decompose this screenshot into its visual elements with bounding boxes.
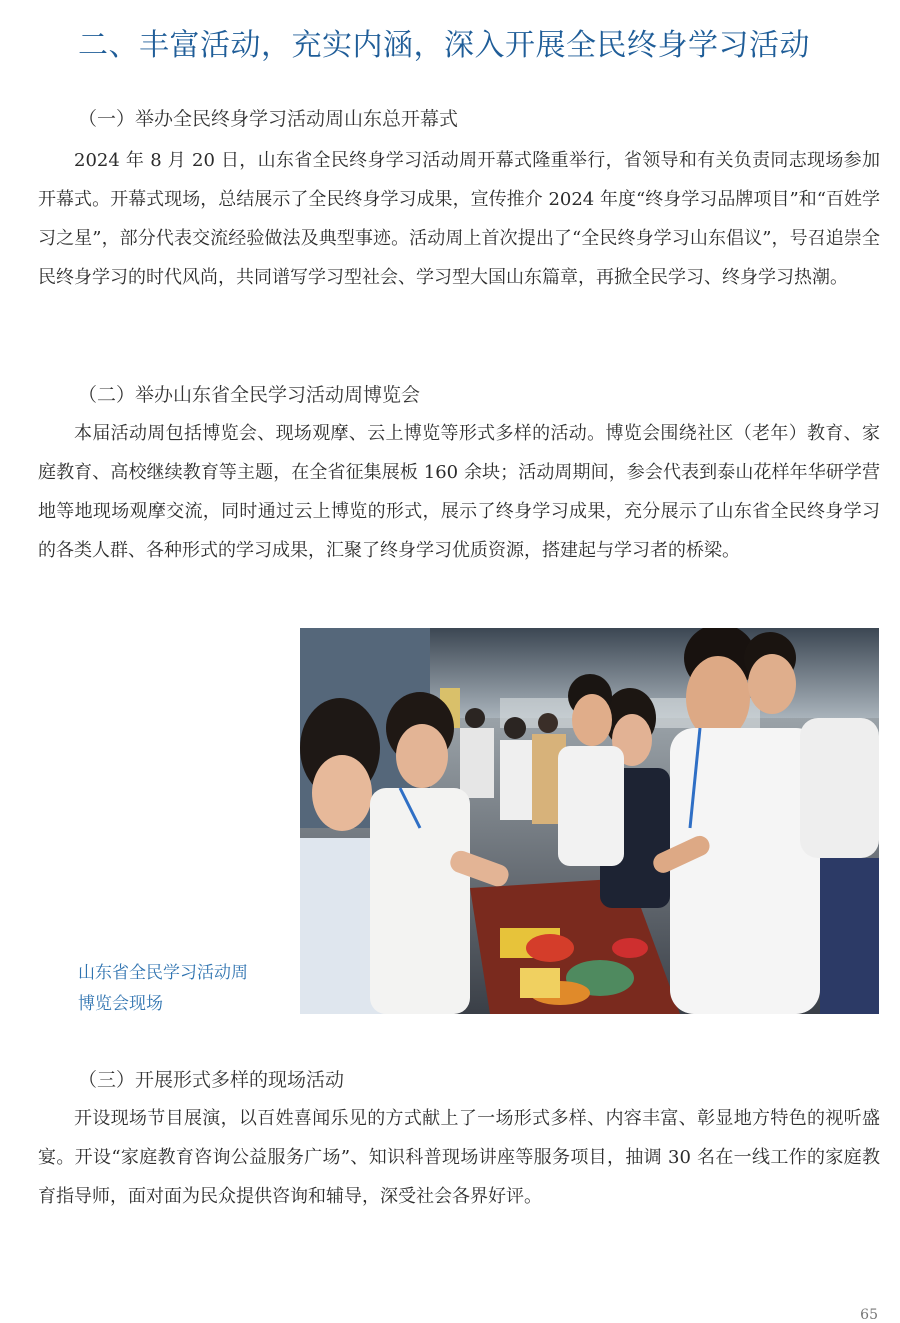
exhibition-photo (300, 628, 879, 1014)
paragraph-1: 2024 年 8 月 20 日，山东省全民终身学习活动周开幕式隆重举行，省领导和有关负责同志现场参加开幕式。开幕式现场，总结展示了全民终身学习成果，宣传推介 2024 年度“终身学习品牌项目”和“百姓学习之星”，部分代表交流经验做法及典型事迹。活动周上首次提出了“全民终身学习山东倡议”，号召追崇全民终身学习的时代风尚，共同谱写学习型社会、学习型大国山东篇章，再掀全民学习、终身学习热潮。 (38, 150, 880, 288)
section-heading: 二、丰富活动，充实内涵，深入开展全民终身学习活动 (78, 28, 810, 63)
subheading-3: （三）开展形式多样的现场活动 (78, 1069, 345, 1091)
caption-line-1: 山东省全民学习活动周 (78, 963, 248, 983)
paragraph-2: 本届活动周包括博览会、现场观摩、云上博览等形式多样的活动。博览会围绕社区（老年）教育、家庭教育、高校继续教育等主题，在全省征集展板 160 余块；活动周期间，参会代表到泰山花样年华研学营地等地现场观摩交流，同时通过云上博览的形式，展示了终身学习成果，充分展示了山东省全民终身学习的各类人群、各种形式的学习成果，汇聚了终身学习优质资源，搭建起与学习者的桥梁。 (38, 423, 880, 561)
paragraph-3: 开设现场节目展演，以百姓喜闻乐见的方式献上了一场形式多样、内容丰富、彰显地方特色的视听盛宴。开设“家庭教育咨询公益服务广场”、知识科普现场讲座等服务项目，抽调 30 名在一线工作的家庭教育指导师，面对面为民众提供咨询和辅导，深受社会各界好评。 (38, 1108, 880, 1207)
photo-caption (78, 958, 293, 1020)
page-number: 65 (860, 1307, 878, 1323)
subheading-1: （一）举办全民终身学习活动周山东总开幕式 (78, 108, 459, 130)
caption-line-2: 博览会现场 (78, 994, 163, 1014)
subheading-2: （二）举办山东省全民学习活动周博览会 (78, 384, 421, 406)
